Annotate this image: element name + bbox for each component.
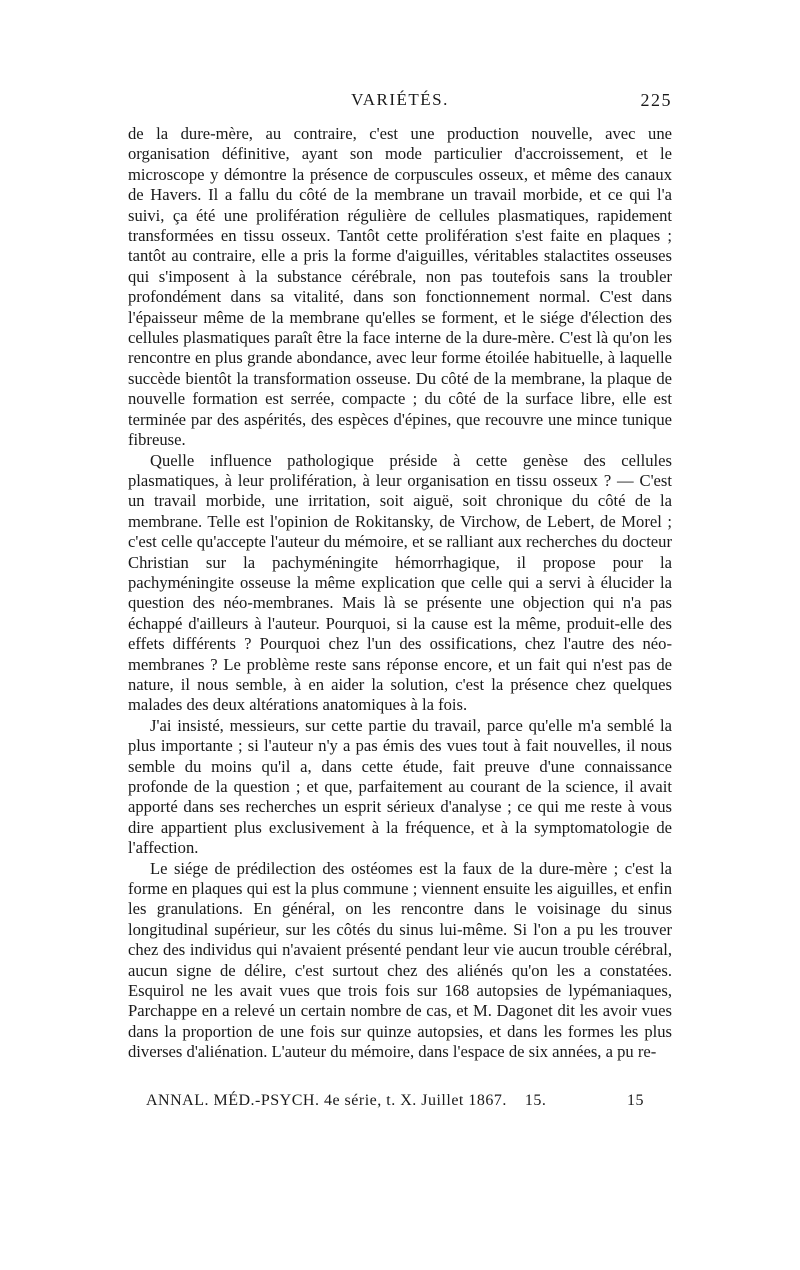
sheet-number-left: 15. <box>524 1092 547 1109</box>
body-text <box>128 124 672 1063</box>
page-number: 225 <box>640 90 672 110</box>
sheet-number-right: 15 <box>627 1092 644 1109</box>
journal-citation <box>146 1092 546 1110</box>
paragraph: Le siége de prédilection des ostéomes est la faux de la dure-mère ; c'est la forme en plaques qui est la plus commune ; viennent ensuite les aiguilles, et enfin les granulations. En général, on les rencontre dans le voisinage du sinus longitudinal supérieur, sur les côtés du sinus lui-même. Si l'on a pu les trouver chez des individus qui n'avaient présenté pendant leur vie aucun trouble cérébral, aucun signe de délire, c'est surtout chez des aliénés qu'on les a constatées. Esquirol ne les avait vues que trois fois sur 168 autopsies de lypémaniaques, Parchappe en a relevé un certain nombre de cas, et M. Dagonet dit les avoir vues dans la proportion de une fois sur quinze autopsies, et dans les formes les plus diverses d'aliénation. L'auteur du mémoire, dans l'espace de six années, a pu re- <box>128 858 672 1062</box>
book-page <box>128 90 672 1063</box>
citation-text: ANNAL. MÉD.-PSYCH. 4e série, t. X. Juillet 1867. <box>146 1092 507 1109</box>
paragraph: de la dure-mère, au contraire, c'est une production nouvelle, avec une organisation définitive, ayant son mode particulier d'accroissement, et le microscope y démontre la présence de corpuscules osseux, et même des canaux de Havers. Il a fallu du côté de la membrane un travail morbide, et ce qui l'a suivi, ça été une prolifération régulière de cellules plasmatiques, rapidement transformées en tissu osseux. Tantôt cette prolifération s'est faite en plaques ; tantôt au contraire, elle a pris la forme d'aiguilles, véritables stalactites osseuses qui s'imposent à la substance cérébrale, non pas toutefois sans la troubler profondément dans sa vitalité, dans son fonctionnement normal. C'est dans l'épaisseur même de la membrane qu'elles se forment, et le siége d'élection des cellules plasmatiques paraît être la face interne de la dure-mère. C'est là qu'on les rencontre en plus grande abondance, avec leur forme étoilée habituelle, à laquelle succède bientôt la transformation osseuse. Du côté de la membrane, la plaque de nouvelle formation est serrée, compacte ; du côté de la surface libre, elle est terminée par des aspérités, des espèces d'épines, que recouvre une mince tunique fibreuse. <box>128 124 672 450</box>
running-title: VARIÉTÉS. <box>351 90 449 109</box>
paragraph: Quelle influence pathologique préside à cette genèse des cellules plasmatiques, à leur prolifération, à leur organisation en tissu osseux ? — C'est un travail morbide, une irritation, soit aiguë, soit chronique du côté de la membrane. Telle est l'opinion de Rokitansky, de Virchow, de Lebert, de Morel ; c'est celle qu'accepte l'auteur du mémoire, et se ralliant aux recherches du docteur Christian sur la pachyméningite hémorrhagique, il propose pour la pachyméningite osseuse la même explication que celle qui a servi à élucider la question des néo-membranes. Mais là se présente une objection qui n'a pas échappé d'ailleurs à l'auteur. Pourquoi, si la cause est la même, produit-elle des effets différents ? Pourquoi chez l'un des ossifications, chez l'autre des néo-membranes ? Le problème reste sans réponse encore, et un fait qui n'est pas de nature, il nous semble, à en aider la solution, c'est la présence chez quelques malades des deux altérations anatomiques à la fois. <box>128 450 672 715</box>
running-head <box>128 90 672 118</box>
paragraph: J'ai insisté, messieurs, sur cette partie du travail, parce qu'elle m'a semblé la plus importante ; si l'auteur n'y a pas émis des vues tout à fait nouvelles, il nous semble du moins qu'il a, dans cette étude, fait preuve d'une connaissance profonde de la question ; et que, parfaitement au courant de la science, il avait apporté dans ses recherches un esprit sérieux d'analyse ; ce qui me reste à vous dire appartient plus exclusivement à la fréquence, et à la symptomatologie de l'affection. <box>128 715 672 858</box>
